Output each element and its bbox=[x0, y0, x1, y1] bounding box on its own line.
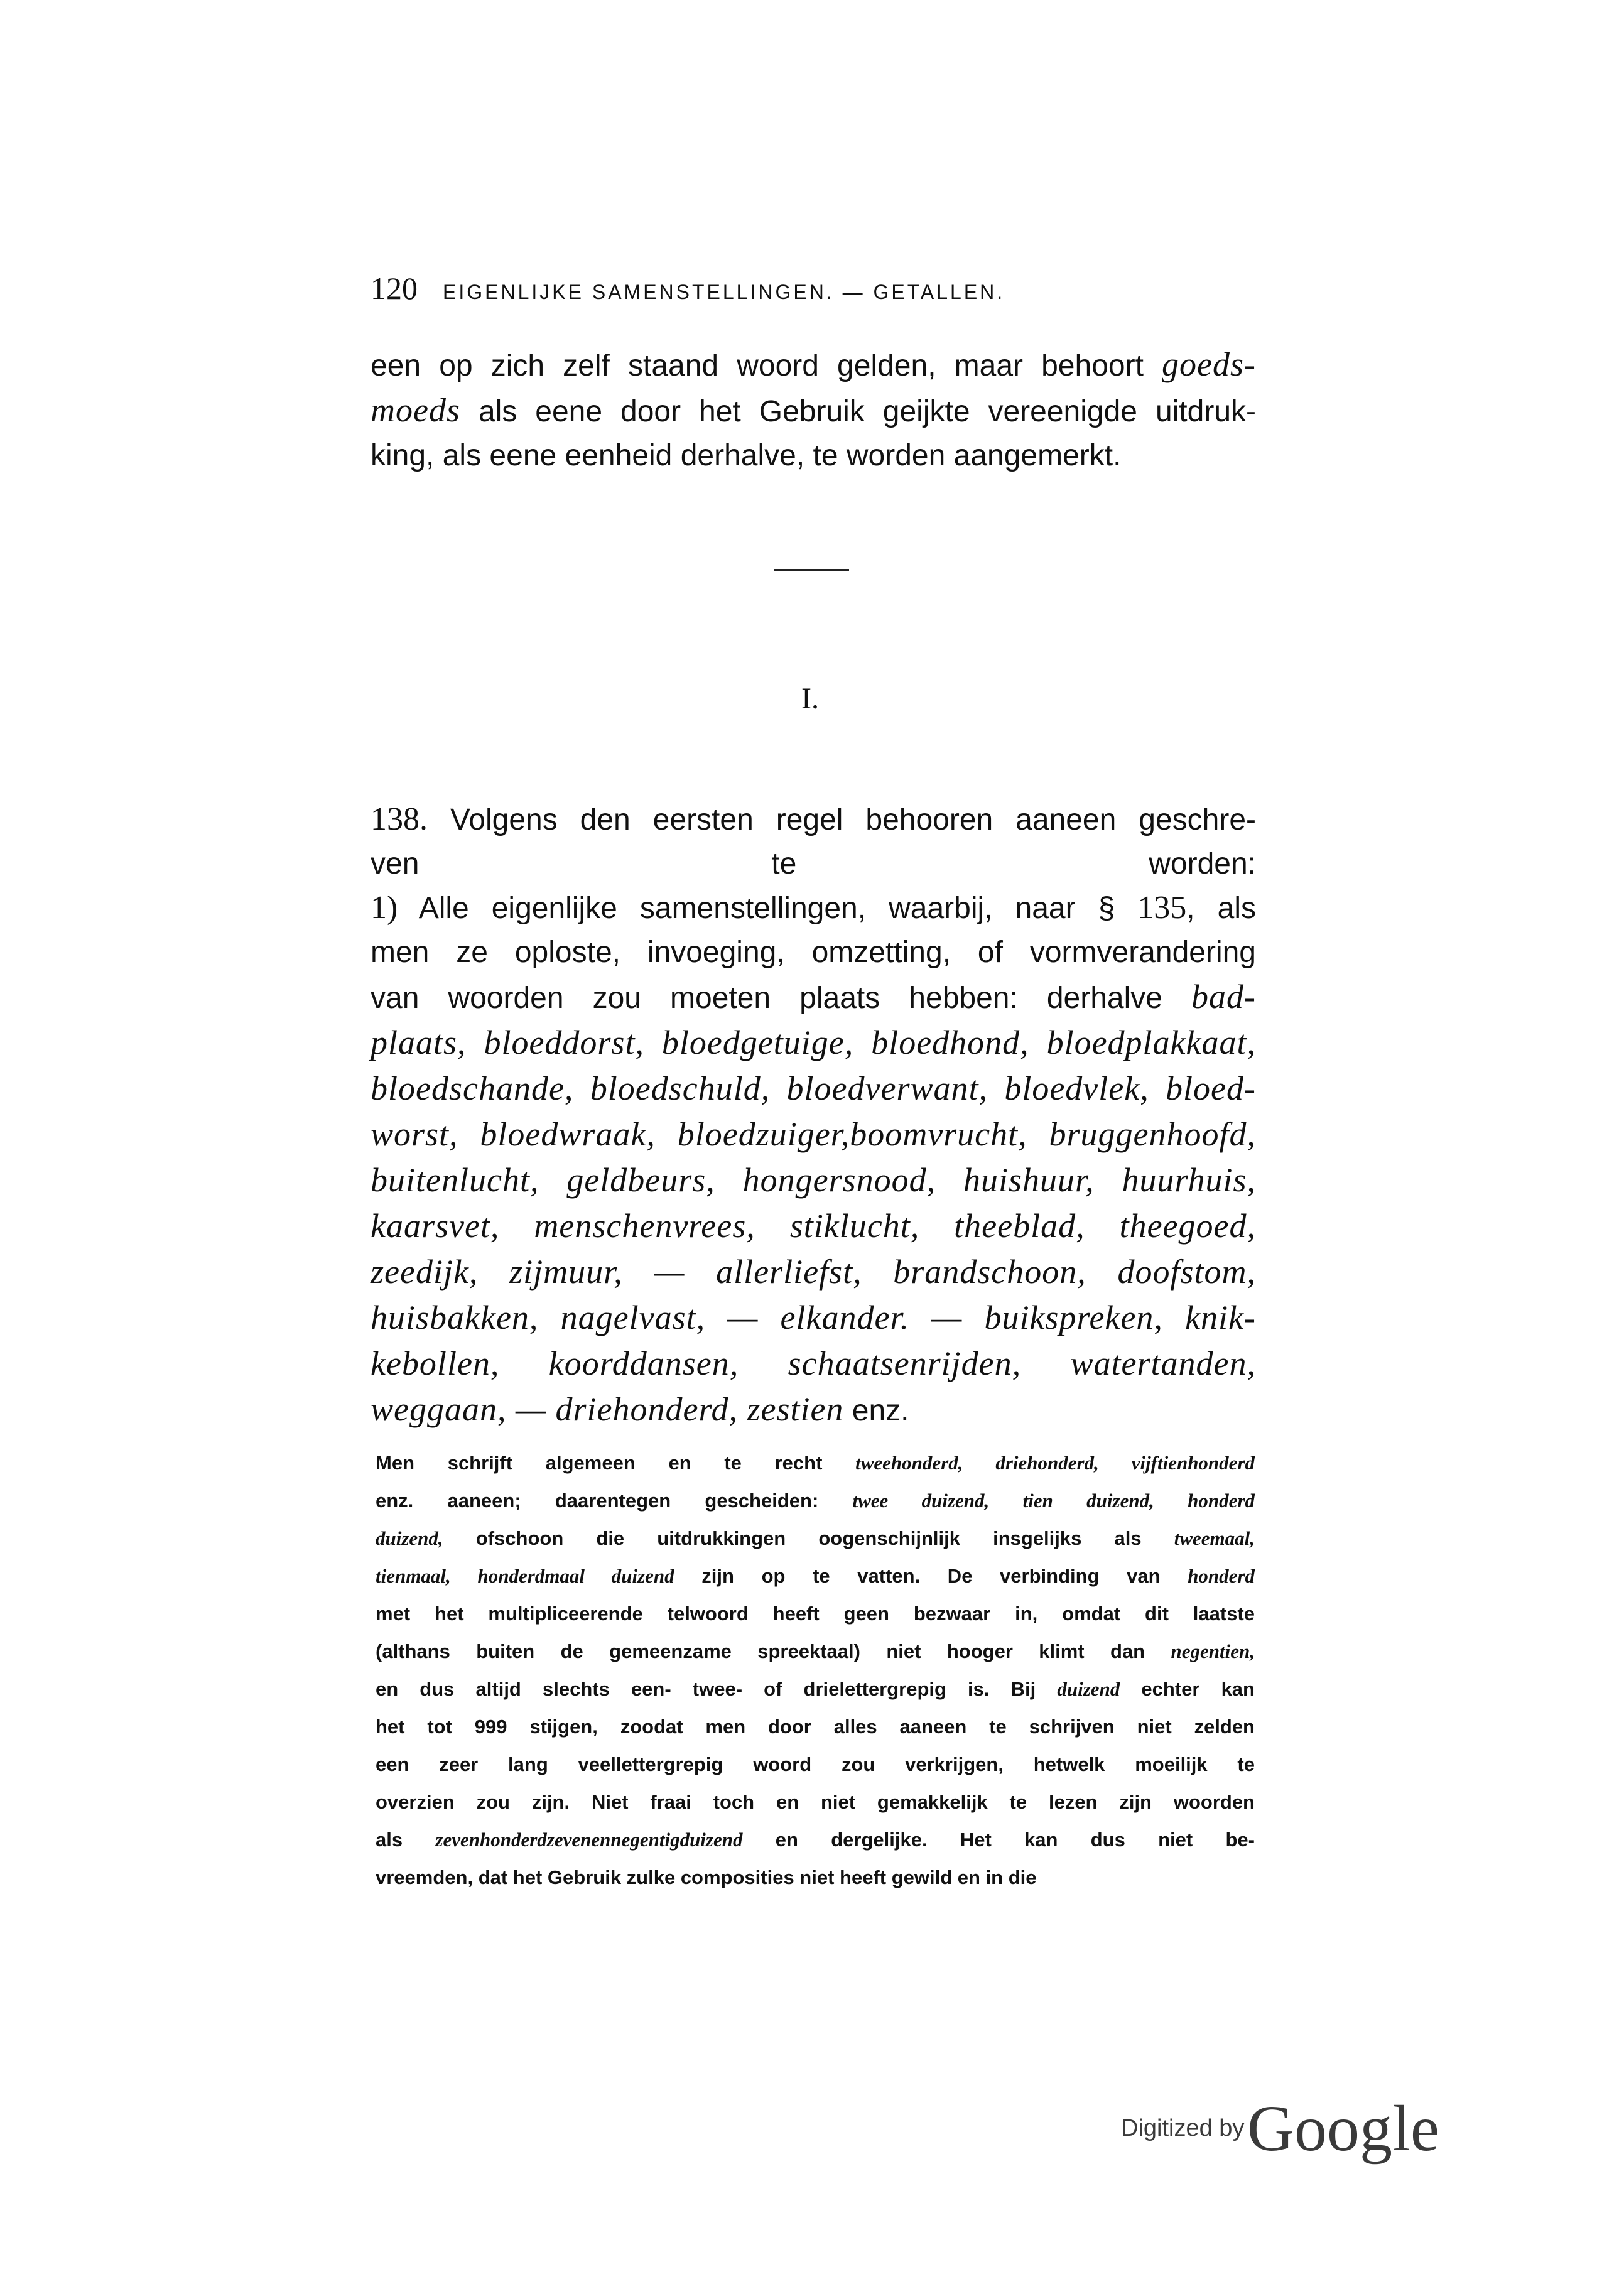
italic-text: bloedschande, bloedschuld, bloedverwant, bloedvlek, bloed- bbox=[371, 1069, 1256, 1107]
paragraph-138-line bbox=[371, 975, 1256, 1020]
text-run: met het multipliceerende telwoord heeft geen bezwaar in, omdat dit laatste bbox=[376, 1603, 1255, 1625]
text-run: overzien zou zijn. Niet fraai toch en niet gemakkelijk te lezen zijn woorden bbox=[376, 1791, 1255, 1813]
footnote-line bbox=[376, 1557, 1255, 1595]
footnote-line bbox=[376, 1520, 1255, 1557]
section-divider bbox=[774, 569, 849, 571]
paragraph-138-line bbox=[371, 1341, 1256, 1387]
intro-line bbox=[371, 388, 1256, 434]
text-run: men ze oploste, invoeging, omzetting, of vormverandering bbox=[371, 936, 1256, 969]
italic-text: twee duizend, tien duizend, honderd bbox=[852, 1490, 1255, 1512]
paragraph-138-line bbox=[371, 886, 1256, 931]
italic-text: honderd bbox=[1188, 1565, 1255, 1587]
paragraph-138 bbox=[371, 798, 1256, 1433]
text-run: , als bbox=[1186, 892, 1257, 925]
italic-text: buitenlucht, geldbeurs, hongersnood, huishuur, huurhuis, bbox=[371, 1161, 1256, 1199]
text-run: ven te worden: bbox=[371, 847, 1256, 880]
text-run: Alle eigenlijke samenstellingen, waarbij, naar § bbox=[398, 892, 1138, 925]
italic-text: duizend, bbox=[376, 1527, 443, 1549]
footnote-line bbox=[376, 1444, 1255, 1482]
paragraph-138-line bbox=[371, 1250, 1256, 1296]
text-run: enz. bbox=[843, 1394, 909, 1427]
text-run: vreemden, dat het Gebruik zulke composities niet heeft gewild en in die bbox=[376, 1866, 1037, 1888]
italic-text: moeds bbox=[371, 391, 460, 429]
paragraph-138-line bbox=[371, 1387, 1256, 1433]
paragraph-138-line bbox=[371, 1204, 1256, 1250]
paragraph-138-line bbox=[371, 842, 1256, 886]
text-run: en dus altijd slechts een- twee- of drielettergrepig is. Bij bbox=[376, 1678, 1058, 1700]
italic-text: worst, bloedwraak, bloedzuiger,boomvrucht, bruggenhoofd, bbox=[371, 1115, 1256, 1153]
text-run: een op zich zelf staand woord gelden, maar behoort bbox=[371, 349, 1162, 382]
text-run: enz. aaneen; daarentegen gescheiden: bbox=[376, 1490, 853, 1512]
paragraph-138-line bbox=[371, 1020, 1256, 1066]
running-head-title: EIGENLIJKE SAMENSTELLINGEN. — GETALLEN. bbox=[443, 281, 1005, 303]
footnote-block bbox=[376, 1444, 1255, 1897]
italic-text: negentien, bbox=[1171, 1640, 1255, 1662]
footnote-line bbox=[376, 1633, 1255, 1670]
italic-text: weggaan, — driehonderd, zestien bbox=[371, 1390, 844, 1428]
italic-text: kaarsvet, menschenvrees, stiklucht, theeblad, theegoed, bbox=[371, 1207, 1256, 1245]
italic-text: tienmaal, honderdmaal duizend bbox=[376, 1565, 674, 1587]
running-head bbox=[371, 270, 1156, 306]
italic-text: duizend bbox=[1057, 1678, 1120, 1700]
text-run: Volgens den eersten regel behooren aaneen geschre- bbox=[428, 803, 1256, 836]
paragraph-138-line bbox=[371, 798, 1256, 842]
text-run: een zeer lang veellettergrepig woord zou verkrijgen, hetwelk moeilijk te bbox=[376, 1753, 1255, 1775]
intro-line bbox=[371, 342, 1256, 388]
italic-text: bad- bbox=[1191, 978, 1256, 1015]
footnote-line bbox=[376, 1859, 1255, 1897]
paragraph-138-line bbox=[371, 931, 1256, 975]
numeral-text: 135 bbox=[1137, 890, 1187, 926]
paragraph-138-line bbox=[371, 1066, 1256, 1112]
footnote-line bbox=[376, 1746, 1255, 1783]
italic-text: tweemaal, bbox=[1174, 1527, 1255, 1549]
section-numeral: I. bbox=[801, 682, 819, 715]
paragraph-138-line bbox=[371, 1158, 1256, 1204]
text-run: zijn op te vatten. De verbinding van bbox=[674, 1565, 1188, 1587]
numeral-text: 138. bbox=[371, 801, 428, 837]
page-number: 120 bbox=[371, 271, 418, 306]
intro-paragraph bbox=[371, 342, 1256, 478]
text-run: als eene door het Gebruik geijkte vereenigde uitdruk- bbox=[460, 395, 1256, 428]
italic-text: zevenhonderdzevenennegentigduizend bbox=[435, 1829, 743, 1851]
text-run: en dergelijke. Het kan dus niet be- bbox=[742, 1829, 1255, 1851]
paragraph-138-line bbox=[371, 1296, 1256, 1341]
italic-text: zeedijk, zijmuur, — allerliefst, brandschoon, doofstom, bbox=[371, 1253, 1256, 1291]
text-run: (althans buiten de gemeenzame spreektaal) niet hooger klimt dan bbox=[376, 1640, 1171, 1662]
text-run: het tot 999 stijgen, zoodat men door alles aaneen te schrijven niet zelden bbox=[376, 1716, 1255, 1738]
italic-text: kebollen, koorddansen, schaatsenrijden, watertanden, bbox=[371, 1345, 1256, 1382]
text-run: echter kan bbox=[1120, 1678, 1255, 1700]
numeral-text: 1) bbox=[371, 890, 398, 926]
watermark-prefix: Digitized by bbox=[1121, 2115, 1245, 2141]
footnote-line bbox=[376, 1595, 1255, 1633]
footnote-line bbox=[376, 1821, 1255, 1859]
text-run: als bbox=[376, 1829, 436, 1851]
italic-text: huisbakken, nagelvast, — elkander. — buikspreken, knik- bbox=[371, 1299, 1256, 1336]
footnote-line bbox=[376, 1482, 1255, 1520]
intro-line bbox=[371, 434, 1256, 478]
paragraph-138-line bbox=[371, 1112, 1256, 1158]
footnote-line bbox=[376, 1670, 1255, 1708]
text-run: Men schrijft algemeen en te recht bbox=[376, 1452, 856, 1474]
footnote-line bbox=[376, 1708, 1255, 1746]
text-run: king, als eene eenheid derhalve, te worden aangemerkt. bbox=[371, 439, 1122, 472]
google-logo: Google bbox=[1247, 2092, 1440, 2165]
text-run: van woorden zou moeten plaats hebben: derhalve bbox=[371, 982, 1192, 1015]
italic-text: plaats, bloeddorst, bloedgetuige, bloedhond, bloedplakkaat, bbox=[371, 1024, 1256, 1061]
text-run: ofschoon die uitdrukkingen oogenschijnlijk insgelijks als bbox=[443, 1527, 1174, 1549]
footnote-line bbox=[376, 1783, 1255, 1821]
italic-text: goeds- bbox=[1162, 345, 1256, 383]
italic-text: tweehonderd, driehonderd, vijftienhonderd bbox=[855, 1452, 1255, 1474]
digitized-by-watermark bbox=[1121, 2091, 1439, 2166]
